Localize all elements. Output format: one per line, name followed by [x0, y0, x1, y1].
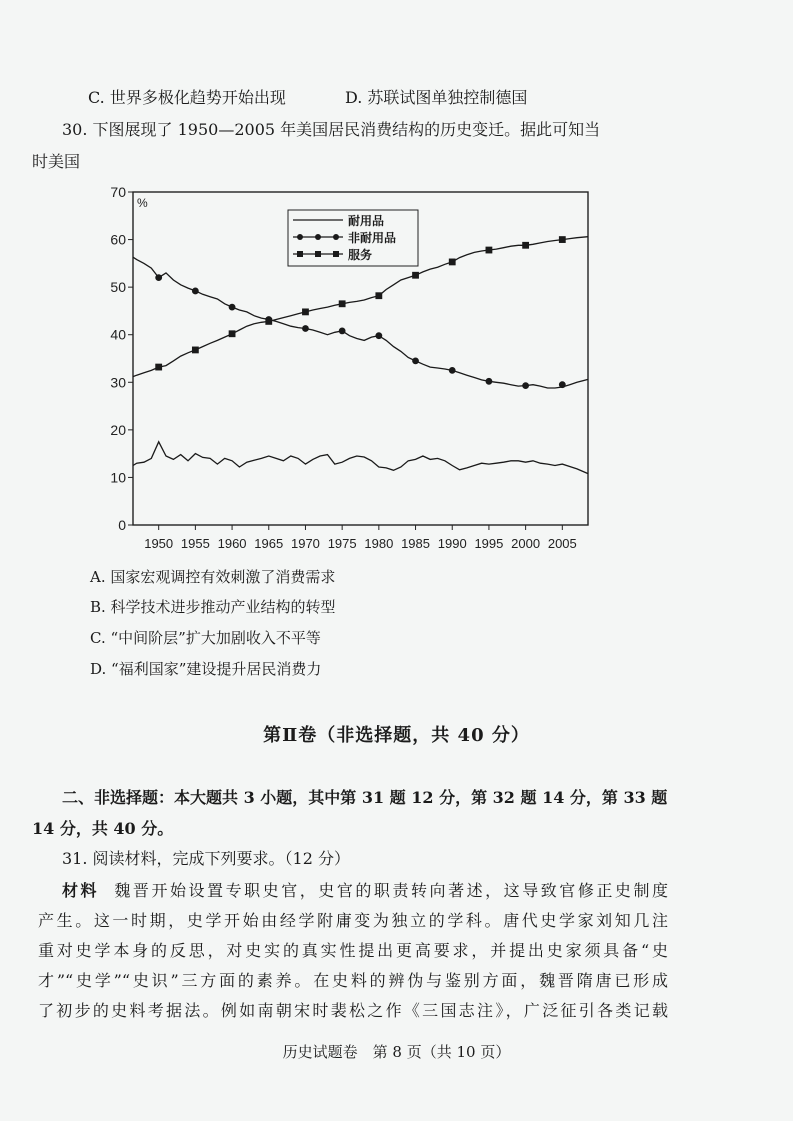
series-marker-square [155, 364, 162, 371]
x-tick-label: 1990 [437, 536, 467, 551]
q30-option-c: C. “中间阶层”扩大加剧收入不平等 [90, 629, 321, 647]
x-tick-label: 1985 [401, 536, 431, 551]
consumption-chart [100, 182, 600, 562]
series-marker-square [486, 247, 493, 254]
x-tick-label: 2005 [547, 536, 577, 551]
material-block [38, 876, 668, 1026]
material-label: 材料 [62, 881, 100, 900]
option-c-prev: C. 世界多极化趋势开始出现 [88, 88, 286, 107]
q30-option-b: B. 科学技术进步推动产业结构的转型 [90, 598, 336, 616]
y-tick-label: 30 [110, 374, 126, 391]
y-tick-label: 20 [110, 421, 126, 438]
legend-label: 耐用品 [348, 214, 385, 228]
x-tick-label: 1965 [254, 536, 284, 551]
legend-marker-circle [333, 234, 339, 240]
q30-stem-line1: 30. 下图展现了 1950—2005 年美国居民消费结构的历史变迁。据此可知当 [62, 120, 601, 139]
series-marker-circle [559, 381, 566, 388]
series-marker-square [522, 242, 529, 249]
x-tick-label: 1980 [364, 536, 394, 551]
y-tick-label: 50 [110, 279, 126, 296]
material-line-3: 重对史学本身的反思，对史实的真实性提出更高要求，并提出史家须具备“史 [38, 941, 668, 960]
series-marker-circle [229, 304, 236, 311]
q31-stem: 31. 阅读材料，完成下列要求。（12 分） [62, 849, 350, 868]
y-tick-label: 10 [110, 469, 126, 486]
series-marker-square [412, 272, 419, 279]
material-line-2: 产生。这一时期，史学开始由经学附庸变为独立的学科。唐代史学家刘知几注 [38, 911, 668, 930]
x-tick-label: 1995 [474, 536, 504, 551]
series-marker-square [449, 259, 456, 266]
material-line-1 [38, 876, 668, 906]
series-marker-square [559, 236, 566, 243]
y-tick-label: 0 [118, 517, 126, 533]
x-tick-label: 1970 [290, 536, 320, 551]
material-line-5: 了初步的史料考据法。例如南朝宋时裴松之作《三国志注》，广泛征引各类记载 [38, 1001, 668, 1020]
legend-marker-square [315, 251, 321, 257]
q30-option-d: D. “福利国家”建设提升居民消费力 [90, 660, 322, 678]
consumption-chart-svg [100, 182, 600, 562]
series-marker-circle [375, 332, 382, 339]
series-marker-circle [412, 357, 419, 364]
material-line-4: 才”“史学”“史识”三方面的素养。在史料的辨伪与鉴别方面，魏晋隋唐已形成 [38, 971, 668, 990]
section-2-title: 第Ⅱ卷（非选择题，共 40 分） [263, 725, 530, 746]
x-tick-label: 1960 [217, 536, 247, 551]
series-marker-circle [339, 328, 346, 335]
series-marker-circle [302, 325, 309, 332]
series-marker-square [339, 300, 346, 307]
q30-option-a: A. 国家宏观调控有效刺激了消费需求 [90, 568, 336, 586]
series-marker-square [229, 330, 236, 337]
series-marker-square [375, 292, 382, 299]
option-d-prev: D. 苏联试图单独控制德国 [345, 88, 528, 107]
series-marker-square [302, 308, 309, 315]
section-2-intro-line2: 14 分，共 40 分。 [32, 819, 174, 838]
series-marker-circle [449, 367, 456, 374]
series-line-0 [133, 442, 588, 474]
legend-marker-square [333, 251, 339, 257]
page-footer: 历史试题卷 第 8 页（共 10 页） [282, 1043, 511, 1061]
section-2-intro-line1: 二、非选择题：本大题共 3 小题，其中第 31 题 12 分，第 32 题 14 分，第 33 题 [62, 788, 668, 807]
series-line-1 [133, 257, 588, 388]
series-marker-circle [192, 288, 199, 295]
legend-marker-circle [315, 234, 321, 240]
legend-marker-circle [297, 234, 303, 240]
x-tick-label: 2000 [511, 536, 541, 551]
y-tick-label: 60 [110, 231, 126, 248]
chart-legend [288, 210, 418, 266]
series-marker-circle [522, 382, 529, 389]
material-text-1: 魏晋开始设置专职史官，史官的职责转向著述，这导致官修正史制度 [114, 881, 668, 900]
legend-marker-square [297, 251, 303, 257]
y-tick-label: 40 [110, 326, 126, 343]
q30-stem-line2: 时美国 [32, 152, 81, 171]
legend-label: 非耐用品 [348, 231, 397, 245]
series-marker-square [192, 347, 199, 354]
x-tick-label: 1955 [180, 536, 210, 551]
y-unit-label: % [137, 196, 148, 210]
legend-label: 服务 [348, 248, 373, 262]
series-marker-circle [155, 274, 162, 281]
x-tick-label: 1975 [327, 536, 357, 551]
x-tick-label: 1950 [144, 536, 174, 551]
y-tick-label: 70 [110, 184, 126, 200]
series-marker-circle [486, 378, 493, 385]
series-marker-square [265, 318, 272, 325]
